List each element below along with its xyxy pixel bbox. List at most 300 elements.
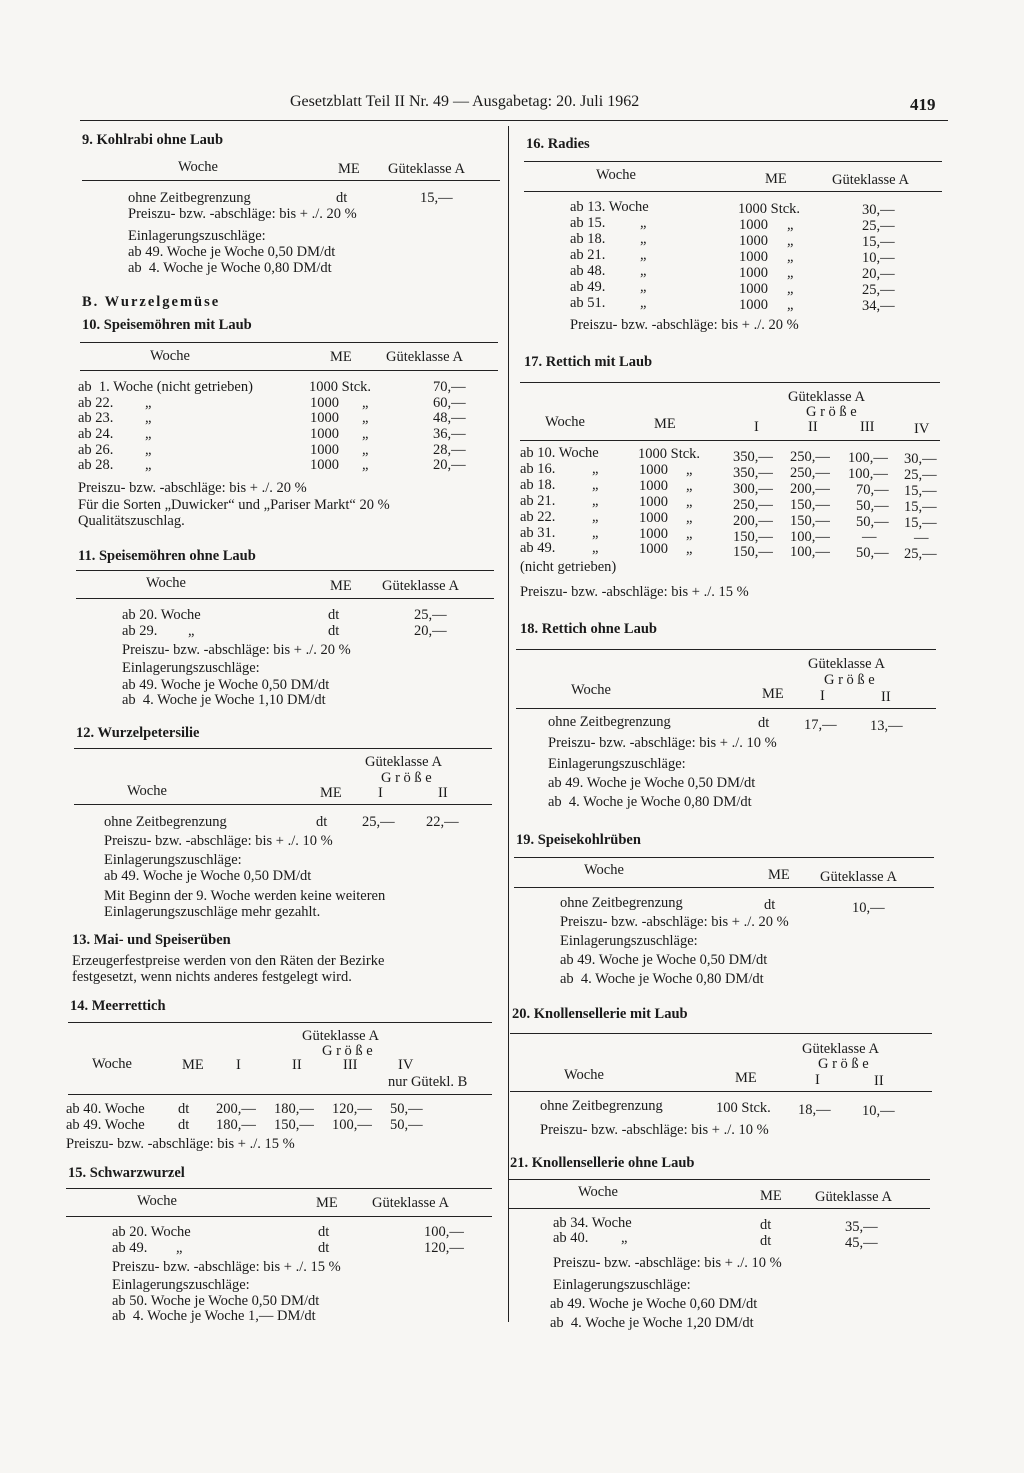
row-price: 48,— bbox=[433, 410, 466, 426]
col-me: ME bbox=[760, 1188, 782, 1204]
ditto-mark: „ bbox=[621, 1230, 628, 1246]
row-label: ab 13. Woche bbox=[570, 199, 649, 215]
ditto-mark: „ bbox=[362, 457, 369, 473]
col-size-iv: IV bbox=[914, 421, 930, 437]
row-label: ab 21. bbox=[570, 247, 606, 263]
row-label: ab 20. Woche bbox=[112, 1224, 191, 1240]
row-price-i: 200,— bbox=[733, 513, 773, 529]
row-me: 1000 bbox=[639, 510, 668, 526]
row-label: ab 34. Woche bbox=[553, 1215, 632, 1231]
ditto-mark: „ bbox=[686, 494, 693, 510]
row-label: ab 23. bbox=[78, 410, 114, 426]
col-woche: Woche bbox=[578, 1184, 618, 1200]
col-woche: Woche bbox=[571, 682, 611, 698]
storage-line: ab 49. Woche je Woche 0,50 DM/dt bbox=[122, 677, 330, 693]
row-price: 25,— bbox=[862, 282, 895, 298]
ditto-mark: „ bbox=[145, 442, 152, 458]
price-adjustment: Preiszu- bzw. -abschläge: bis + ./. 15 % bbox=[112, 1259, 341, 1275]
ditto-mark: „ bbox=[787, 217, 794, 233]
row-price-ii: 100,— bbox=[790, 544, 830, 560]
col-gueteklasse: Güteklasse A bbox=[808, 656, 885, 672]
table-rule bbox=[520, 382, 940, 383]
row-label: ab 15. bbox=[570, 215, 606, 231]
row-price-iv: 15,— bbox=[904, 499, 937, 515]
row-price-i: 350,— bbox=[733, 449, 773, 465]
row-me: dt bbox=[764, 897, 776, 913]
ditto-mark: „ bbox=[640, 263, 647, 279]
table-rule bbox=[514, 887, 934, 888]
section-title: 17. Rettich mit Laub bbox=[524, 354, 653, 370]
col-size-ii: II bbox=[874, 1073, 884, 1089]
ditto-mark: „ bbox=[686, 510, 693, 526]
price-adjustment: Preiszu- bzw. -abschläge: bis + ./. 20 % bbox=[78, 480, 307, 496]
row-me: dt bbox=[178, 1101, 190, 1117]
table-rule bbox=[508, 1179, 930, 1180]
ditto-mark: „ bbox=[787, 297, 794, 313]
col-size-i: I bbox=[754, 419, 759, 435]
section-title: 18. Rettich ohne Laub bbox=[520, 621, 657, 637]
col-woche: Woche bbox=[178, 159, 218, 175]
table-rule bbox=[514, 857, 934, 858]
row-price-iv: 25,— bbox=[904, 467, 937, 483]
col-me: ME bbox=[182, 1057, 204, 1073]
section-title: 14. Meerrettich bbox=[70, 998, 166, 1014]
row-me: 1000 bbox=[739, 265, 768, 281]
text-line: Erzeugerfestpreise werden von den Räten der Bezirke bbox=[72, 953, 385, 969]
col-gueteklasse: Güteklasse A bbox=[382, 578, 459, 594]
col-size-ii: II bbox=[808, 419, 818, 435]
row-label: ab 29. bbox=[122, 623, 158, 639]
row-label: ohne Zeitbegrenzung bbox=[104, 814, 227, 830]
row-label: ab 28. bbox=[78, 457, 114, 473]
col-size-iv: IV bbox=[398, 1057, 414, 1073]
col-size-ii: II bbox=[881, 689, 891, 705]
row-label: ohne Zeitbegrenzung bbox=[128, 190, 251, 206]
row-price-ii: 200,— bbox=[790, 481, 830, 497]
col-me: ME bbox=[654, 416, 676, 432]
ditto-mark: „ bbox=[145, 457, 152, 473]
row-price: 34,— bbox=[862, 298, 895, 314]
table-rule bbox=[66, 1188, 492, 1189]
table-rule bbox=[80, 370, 498, 371]
storage-label: Einlagerungszuschläge: bbox=[548, 756, 686, 772]
row-price-iii: — bbox=[862, 529, 877, 545]
storage-line: ab 4. Woche je Woche 1,— DM/dt bbox=[112, 1308, 316, 1324]
col-woche: Woche bbox=[584, 862, 624, 878]
ditto-mark: „ bbox=[640, 295, 647, 311]
col-size-ii: II bbox=[292, 1057, 302, 1073]
col-groesse: G r ö ß e bbox=[322, 1043, 373, 1059]
row-me: 1000 Stck. bbox=[738, 201, 801, 217]
price-adjustment: Preiszu- bzw. -abschläge: bis + ./. 10 % bbox=[104, 833, 333, 849]
col-gueteklasse: Güteklasse A bbox=[372, 1195, 449, 1211]
ditto-mark: „ bbox=[145, 426, 152, 442]
row-me: dt bbox=[760, 1217, 772, 1233]
col-size-i: I bbox=[820, 688, 825, 704]
col-me: ME bbox=[330, 578, 352, 594]
row-label: ab 49. Woche bbox=[66, 1117, 145, 1133]
group-title: B. Wurzelgemüse bbox=[82, 294, 221, 310]
row-price-iv: 30,— bbox=[904, 451, 937, 467]
row-label: ab 40. bbox=[553, 1230, 589, 1246]
table-rule bbox=[524, 161, 942, 162]
ditto-mark: „ bbox=[686, 462, 693, 478]
col-me: ME bbox=[338, 161, 360, 177]
row-me: dt bbox=[178, 1117, 190, 1133]
row-label: ab 22. bbox=[78, 395, 114, 411]
table-rule bbox=[68, 1094, 492, 1095]
ditto-mark: „ bbox=[686, 478, 693, 494]
row-price: 45,— bbox=[845, 1235, 878, 1251]
table-rule bbox=[516, 708, 936, 709]
price-adjustment: Preiszu- bzw. -abschläge: bis + ./. 20 % bbox=[570, 317, 799, 333]
row-me: 1000 bbox=[639, 541, 668, 557]
price-adjustment: Preiszu- bzw. -abschläge: bis + ./. 20 % bbox=[122, 642, 351, 658]
row-label: ohne Zeitbegrenzung bbox=[560, 895, 683, 911]
row-label: ab 48. bbox=[570, 263, 606, 279]
row-me: dt bbox=[328, 623, 340, 639]
row-price: 15,— bbox=[420, 190, 453, 206]
section-title: 11. Speisemöhren ohne Laub bbox=[78, 548, 256, 564]
row-price-iii: 70,— bbox=[856, 482, 889, 498]
row-price-ii: 150,— bbox=[790, 513, 830, 529]
row-me: 1000 Stck. bbox=[638, 446, 701, 462]
row-price: 60,— bbox=[433, 395, 466, 411]
row-label: ab 31. bbox=[520, 525, 556, 541]
storage-label: Einlagerungszuschläge: bbox=[104, 852, 242, 868]
storage-line: ab 49. Woche je Woche 0,50 DM/dt bbox=[560, 952, 768, 968]
row-price-i: 350,— bbox=[733, 465, 773, 481]
col-woche: Woche bbox=[150, 348, 190, 364]
table-rule bbox=[508, 1208, 930, 1209]
row-price-iv: — bbox=[914, 530, 929, 546]
row-me: dt bbox=[316, 814, 328, 830]
table-rule bbox=[516, 649, 936, 650]
row-me: 1000 bbox=[310, 457, 339, 473]
row-me: dt bbox=[760, 1233, 772, 1249]
row-price: 20,— bbox=[862, 266, 895, 282]
row-me: 100 Stck. bbox=[716, 1100, 771, 1116]
row-me: 1000 bbox=[639, 494, 668, 510]
row-price-i: 300,— bbox=[733, 481, 773, 497]
storage-label: Einlagerungszuschläge: bbox=[560, 933, 698, 949]
row-me: 1000 Stck. bbox=[309, 379, 372, 395]
col-groesse: G r ö ß e bbox=[818, 1056, 869, 1072]
row-price-iii: 50,— bbox=[856, 498, 889, 514]
row-price: 15,— bbox=[862, 234, 895, 250]
row-label: ab 18. bbox=[570, 231, 606, 247]
ditto-mark: „ bbox=[640, 215, 647, 231]
ditto-mark: „ bbox=[362, 395, 369, 411]
row-price-iv: 15,— bbox=[904, 515, 937, 531]
row-price: 35,— bbox=[845, 1219, 878, 1235]
storage-line: ab 49. Woche je Woche 0,50 DM/dt bbox=[128, 244, 336, 260]
ditto-mark: „ bbox=[640, 231, 647, 247]
row-label: ab 1. Woche (nicht getrieben) bbox=[78, 379, 253, 395]
price-adjustment: Preiszu- bzw. -abschläge: bis + ./. 15 % bbox=[520, 584, 749, 600]
row-me: dt bbox=[336, 190, 348, 206]
row-price: 30,— bbox=[862, 202, 895, 218]
ditto-mark: „ bbox=[176, 1240, 183, 1256]
storage-label: Einlagerungszuschläge: bbox=[553, 1277, 691, 1293]
section-title: 10. Speisemöhren mit Laub bbox=[82, 317, 252, 333]
row-label: ab 49. bbox=[570, 279, 606, 295]
storage-line: ab 4. Woche je Woche 0,80 DM/dt bbox=[128, 260, 332, 276]
note-line: Einlagerungszuschläge mehr gezahlt. bbox=[104, 904, 321, 920]
col-groesse: G r ö ß e bbox=[806, 404, 857, 420]
col-size-ii: II bbox=[438, 785, 448, 801]
row-me: 1000 bbox=[310, 395, 339, 411]
ditto-mark: „ bbox=[592, 509, 599, 525]
ditto-mark: „ bbox=[145, 410, 152, 426]
ditto-mark: „ bbox=[592, 525, 599, 541]
row-price-i: 150,— bbox=[733, 529, 773, 545]
section-title: 20. Knollensellerie mit Laub bbox=[512, 1006, 688, 1022]
row-me: dt bbox=[318, 1240, 330, 1256]
row-label: ab 51. bbox=[570, 295, 606, 311]
col-size-iii: III bbox=[343, 1057, 358, 1073]
price-adjustment: Preiszu- bzw. -abschläge: bis + ./. 20 % bbox=[560, 914, 789, 930]
table-rule bbox=[82, 180, 500, 181]
row-me: 1000 bbox=[639, 478, 668, 494]
row-price: 20,— bbox=[414, 623, 447, 639]
table-rule bbox=[80, 342, 498, 343]
row-price: 25,— bbox=[862, 218, 895, 234]
ditto-mark: „ bbox=[787, 265, 794, 281]
ditto-mark: „ bbox=[592, 540, 599, 556]
row-label: ab 20. Woche bbox=[122, 607, 201, 623]
price-adjustment: Preiszu- bzw. -abschläge: bis + ./. 15 % bbox=[66, 1136, 295, 1152]
storage-line: ab 4. Woche je Woche 0,80 DM/dt bbox=[560, 971, 764, 987]
ditto-mark: „ bbox=[592, 493, 599, 509]
row-label: ab 49. bbox=[520, 540, 556, 556]
col-size-iii: III bbox=[860, 419, 875, 435]
col-gueteklasse: Güteklasse A bbox=[832, 172, 909, 188]
row-me: 1000 bbox=[739, 281, 768, 297]
ditto-mark: „ bbox=[787, 281, 794, 297]
row-label: ohne Zeitbegrenzung bbox=[548, 714, 671, 730]
table-rule bbox=[66, 1216, 492, 1217]
col-woche: Woche bbox=[146, 575, 186, 591]
text-line: festgesetzt, wenn nichts anderes festgelegt wird. bbox=[72, 969, 352, 985]
row-label: ab 21. bbox=[520, 493, 556, 509]
storage-line: ab 4. Woche je Woche 1,10 DM/dt bbox=[122, 692, 326, 708]
row-me: 1000 bbox=[739, 233, 768, 249]
col-gueteklasse: Güteklasse A bbox=[386, 349, 463, 365]
row-price-iii: 100,— bbox=[848, 466, 888, 482]
col-me: ME bbox=[735, 1070, 757, 1086]
row-price: 28,— bbox=[433, 442, 466, 458]
row-label: ab 16. bbox=[520, 461, 556, 477]
row-price-i: 200,— bbox=[216, 1101, 256, 1117]
row-label: ab 26. bbox=[78, 442, 114, 458]
row-price-iii: 100,— bbox=[332, 1117, 372, 1133]
row-price-iv: 15,— bbox=[904, 483, 937, 499]
row-price-ii: 150,— bbox=[790, 497, 830, 513]
row-price-ii: 22,— bbox=[426, 814, 459, 830]
ditto-mark: „ bbox=[145, 395, 152, 411]
row-price-i: 150,— bbox=[733, 544, 773, 560]
col-me: ME bbox=[316, 1195, 338, 1211]
row-me: 1000 bbox=[739, 217, 768, 233]
row-price: 20,— bbox=[433, 457, 466, 473]
row-price: 10,— bbox=[852, 900, 885, 916]
section-title: 16. Radies bbox=[526, 136, 590, 152]
row-me: 1000 bbox=[639, 462, 668, 478]
col-size-iv-note: nur Gütekl. B bbox=[388, 1074, 468, 1090]
row-price-iii: 50,— bbox=[856, 514, 889, 530]
row-price: 100,— bbox=[424, 1224, 464, 1240]
col-size-i: I bbox=[236, 1057, 241, 1073]
price-adjustment: Preiszu- bzw. -abschläge: bis + ./. 10 % bbox=[548, 735, 777, 751]
col-me: ME bbox=[765, 171, 787, 187]
col-woche: Woche bbox=[92, 1056, 132, 1072]
col-size-i: I bbox=[378, 785, 383, 801]
storage-label: Einlagerungszuschläge: bbox=[122, 660, 260, 676]
row-label: ab 18. bbox=[520, 477, 556, 493]
row-price-i: 17,— bbox=[804, 717, 837, 733]
storage-line: ab 4. Woche je Woche 0,80 DM/dt bbox=[548, 794, 752, 810]
storage-line: ab 49. Woche je Woche 0,50 DM/dt bbox=[104, 868, 312, 884]
row-me: 1000 bbox=[739, 297, 768, 313]
row-price-iv: 25,— bbox=[904, 546, 937, 562]
note-line: Für die Sorten „Duwicker“ und „Pariser Markt“ 20 % bbox=[78, 497, 390, 513]
row-price-ii: 180,— bbox=[274, 1101, 314, 1117]
price-adjustment: Preiszu- bzw. -abschläge: bis + ./. 20 % bbox=[128, 206, 357, 222]
row-price-iii: 120,— bbox=[332, 1101, 372, 1117]
col-gueteklasse: Güteklasse A bbox=[788, 389, 865, 405]
row-price-ii: 10,— bbox=[862, 1103, 895, 1119]
row-me: 1000 bbox=[310, 426, 339, 442]
price-adjustment: Preiszu- bzw. -abschläge: bis + ./. 10 % bbox=[553, 1255, 782, 1271]
note-line: (nicht getrieben) bbox=[520, 559, 617, 575]
col-gueteklasse: Güteklasse A bbox=[815, 1189, 892, 1205]
header-title: Gesetzblatt Teil II Nr. 49 — Ausgabetag: 20. Juli 1962 bbox=[290, 93, 640, 110]
storage-label: Einlagerungszuschläge: bbox=[128, 228, 266, 244]
storage-label: Einlagerungszuschläge: bbox=[112, 1277, 250, 1293]
col-groesse: G r ö ß e bbox=[824, 672, 875, 688]
col-woche: Woche bbox=[564, 1067, 604, 1083]
row-price-i: 18,— bbox=[798, 1102, 831, 1118]
row-label: ab 22. bbox=[520, 509, 556, 525]
col-gueteklasse: Güteklasse A bbox=[388, 161, 465, 177]
table-rule bbox=[76, 598, 494, 599]
section-title: 13. Mai- und Speiserüben bbox=[72, 932, 231, 948]
ditto-mark: „ bbox=[592, 461, 599, 477]
col-woche: Woche bbox=[127, 783, 167, 799]
header-rule bbox=[80, 120, 948, 121]
storage-line: ab 50. Woche je Woche 0,50 DM/dt bbox=[112, 1293, 320, 1309]
ditto-mark: „ bbox=[686, 526, 693, 542]
storage-line: ab 49. Woche je Woche 0,50 DM/dt bbox=[548, 775, 756, 791]
section-title: 9. Kohlrabi ohne Laub bbox=[82, 132, 224, 148]
row-label: ab 24. bbox=[78, 426, 114, 442]
col-gueteklasse: Güteklasse A bbox=[802, 1041, 879, 1057]
table-rule bbox=[76, 570, 494, 571]
column-divider bbox=[508, 126, 509, 1322]
ditto-mark: „ bbox=[362, 442, 369, 458]
ditto-mark: „ bbox=[592, 477, 599, 493]
row-label: ab 10. Woche bbox=[520, 445, 599, 461]
ditto-mark: „ bbox=[787, 233, 794, 249]
row-price: 25,— bbox=[414, 607, 447, 623]
row-me: 1000 bbox=[739, 249, 768, 265]
ditto-mark: „ bbox=[362, 410, 369, 426]
row-price-iii: 50,— bbox=[856, 545, 889, 561]
table-rule bbox=[68, 1022, 492, 1023]
ditto-mark: „ bbox=[640, 279, 647, 295]
row-price: 70,— bbox=[433, 379, 466, 395]
row-me: 1000 bbox=[639, 526, 668, 542]
section-title: 21. Knollensellerie ohne Laub bbox=[510, 1155, 695, 1171]
section-title: 19. Speisekohlrüben bbox=[516, 832, 641, 848]
ditto-mark: „ bbox=[787, 249, 794, 265]
row-price-ii: 13,— bbox=[870, 718, 903, 734]
col-me: ME bbox=[768, 867, 790, 883]
ditto-mark: „ bbox=[640, 247, 647, 263]
ditto-mark: „ bbox=[362, 426, 369, 442]
table-rule bbox=[74, 748, 492, 749]
row-price-ii: 250,— bbox=[790, 465, 830, 481]
col-me: ME bbox=[762, 686, 784, 702]
col-gueteklasse: Güteklasse A bbox=[302, 1028, 379, 1044]
row-me: dt bbox=[328, 607, 340, 623]
row-price-iv: 50,— bbox=[390, 1117, 423, 1133]
col-woche: Woche bbox=[545, 414, 585, 430]
price-adjustment: Preiszu- bzw. -abschläge: bis + ./. 10 % bbox=[540, 1122, 769, 1138]
note-line: Qualitätszuschlag. bbox=[78, 513, 185, 529]
row-label: ab 49. bbox=[112, 1240, 148, 1256]
row-price-ii: 150,— bbox=[274, 1117, 314, 1133]
table-rule bbox=[74, 804, 492, 805]
row-label: ab 40. Woche bbox=[66, 1101, 145, 1117]
col-woche: Woche bbox=[596, 167, 636, 183]
row-price-i: 180,— bbox=[216, 1117, 256, 1133]
row-me: 1000 bbox=[310, 442, 339, 458]
row-price: 36,— bbox=[433, 426, 466, 442]
col-me: ME bbox=[320, 785, 342, 801]
note-line: Mit Beginn der 9. Woche werden keine weiteren bbox=[104, 888, 386, 904]
section-title: 15. Schwarzwurzel bbox=[68, 1165, 185, 1181]
ditto-mark: „ bbox=[686, 541, 693, 557]
table-rule bbox=[520, 440, 940, 441]
row-price-iii: 100,— bbox=[848, 450, 888, 466]
col-me: ME bbox=[330, 349, 352, 365]
page-number: 419 bbox=[910, 95, 936, 114]
row-me: dt bbox=[318, 1224, 330, 1240]
ditto-mark: „ bbox=[188, 623, 195, 639]
section-title: 12. Wurzelpetersilie bbox=[76, 725, 200, 741]
row-label: ohne Zeitbegrenzung bbox=[540, 1098, 663, 1114]
storage-line: ab 49. Woche je Woche 0,60 DM/dt bbox=[550, 1296, 758, 1312]
col-size-i: I bbox=[815, 1072, 820, 1088]
col-woche: Woche bbox=[137, 1193, 177, 1209]
row-price: 10,— bbox=[862, 250, 895, 266]
table-rule bbox=[510, 1033, 932, 1034]
row-me: dt bbox=[758, 715, 770, 731]
row-price-ii: 100,— bbox=[790, 529, 830, 545]
row-price-i: 25,— bbox=[362, 814, 395, 830]
storage-line: ab 4. Woche je Woche 1,20 DM/dt bbox=[550, 1315, 754, 1331]
row-price-ii: 250,— bbox=[790, 449, 830, 465]
row-price: 120,— bbox=[424, 1240, 464, 1256]
table-rule bbox=[510, 1091, 932, 1092]
row-me: 1000 bbox=[310, 410, 339, 426]
row-price-i: 250,— bbox=[733, 497, 773, 513]
col-groesse: G r ö ß e bbox=[381, 770, 432, 786]
table-rule bbox=[524, 191, 942, 192]
col-gueteklasse: Güteklasse A bbox=[820, 869, 897, 885]
